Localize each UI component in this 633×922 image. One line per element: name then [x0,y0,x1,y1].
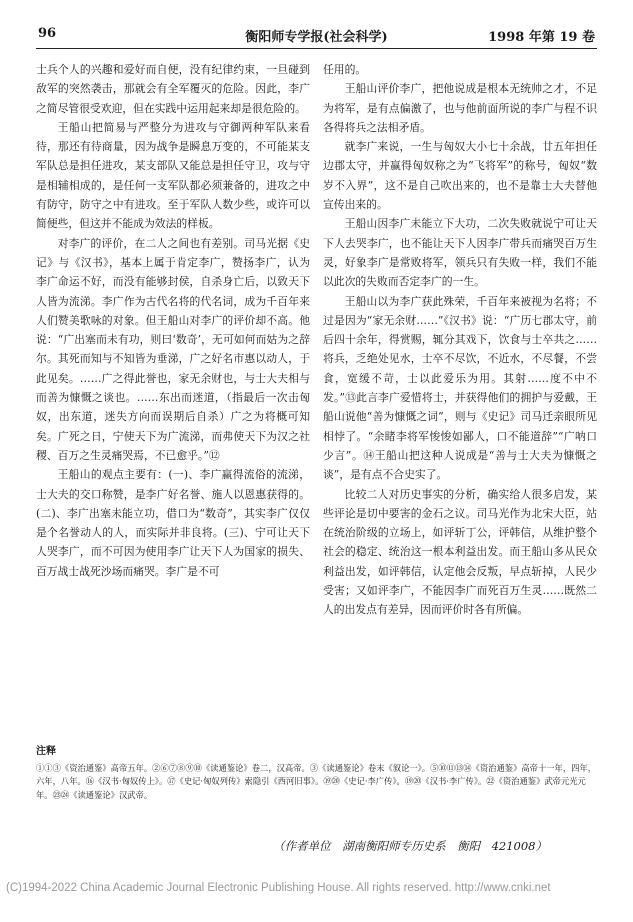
paragraph: 士兵个人的兴趣和爱好而自便，没有纪律约束，一旦碰到敌军的突然袭击，那就会有全军覆灭的危险。因此，李广之简尽管很受欢迎，但在实践中运用起来却是很危险的。 [36,63,310,115]
journal-title: 衡阳师专学报(社会科学) [245,30,388,45]
notes-section [36,745,597,802]
right-column [323,60,597,620]
left-column [36,60,310,581]
paragraph: 王船山把简易与严整分为进攻与守御两种军队来看待，那还有待商量，因为战争是瞬息万变的，不可能某支军队总是担任进攻，某支部队又能总是担任守卫，攻与守是相辅相成的，是任何一支军队都必须兼备的，进攻之中有防守，防守之中有进攻。至于军队人数少些，或许可以简便些，但这并不能成为效法的样板。 [36,120,310,231]
page-number: 96 [38,26,57,41]
issue-info: 1998 年第 19 卷 [488,30,595,45]
notes-body: ①①③《资治通鉴》高帝五年。②⑥⑦⑧⑨⑩《读通鉴论》卷二，汉高帝。③《读通鉴论》卷末《叙论一》。⑤⑩⑪⑬⑭《资治通鉴》高帝十一年，四年，六年，八年。⑯《汉书·匈奴传上》。⑰《史记·匈奴列传》索隐引《西河旧事》。⑲⑳《史记·李广传》。⑲⑳《汉书·李广传》。㉒《资治通鉴》武帝元光元年。㉓㉔《读通鉴论》汉武帝。 [36,762,597,800]
paragraph: 王船山的观点主要有：(一)、李广赢得流俗的流涕，士大夫的交口称赞，是李广好名誉、施人以恩惠获得的。(二)、李广出塞未能立功，借口为“数奇”，其实李广仅仅是个名誉动人的人，而实际并非良将。(三)、宁可让天下人哭李广，而不可因为使用李广让天下人为国家的损失、百万战士战死沙场而痛哭。李广是不可 [36,468,310,578]
paragraph: 王船山因李广未能立下大功，二次失败就说宁可让天下人去哭李广，也不能让天下人因李广带兵而痛哭百万生灵，好象李广是常败将军，领兵只有失败一样，我们不能以此次的失败而否定李广的一生。 [323,217,597,289]
notes-title: 注释 [36,746,56,757]
paragraph: 王船山评价李广，把他说成是根本无统帅之才，不足为将军，是有点偏激了，也与他前面所说的李广与程不识各得将兵之法相矛盾。 [323,82,597,134]
paragraph: 任用的。 [323,63,367,76]
copyright-footer: (C)1994-2022 China Academic Journal Electronic Publishing House. All rights reserved. http://www.cnki.net [6,882,551,894]
paragraph: 比较二人对历史事实的分析，确实给人很多启发，某些评论是切中要害的金石之议。司马光作为北宋大臣，站在统治阶级的立场上，如评斩丁公，评韩信，从维护整个社会的稳定、统治这一根本利益出发。而王船山多从民众利益出发，如评韩信，认定他会反叛，早点斩掉，人民少受害；又如评李广，不能因李广而死百万生灵……既然二人的出发点有差异，因而评价时各有所偏。 [323,487,597,617]
author-affiliation: （作者单位 湖南衡阳师专历史系 衡阳 421008） [273,839,547,853]
page-header [36,22,597,49]
paragraph: 对李广的评价，在二人之间也有差别。司马光据《史记》与《汉书》，基本上属于肯定李广，赞扬李广，认为李广命运不好，而没有能够封侯，自杀身亡后，以致天下人皆为流涕。李广作为古代名将的代名词，成为千百年来人们赞美歌咏的对象。但王船山对李广的评价却不高。他说：“广出塞而未有功，则曰‘数奇’，无可如何而姑为之辞尔。其死而知与不知皆为垂涕，广之好名市惠以动人，于此见矣。……广之得此誉也，家无余财也，与士大夫相与而善为慷慨之谈也。……东出而迷道，（指最后一次击匈奴，出东道，迷失方向而误期后自杀）广之为将概可知矣。广死之日，宁使天下为广流涕，而弗使天下为汉之社稷、百万之生灵痛哭焉，不已愈乎。”⑫ [36,236,310,462]
paragraph: 王船山以为李广获此殊荣，千百年来被视为名将；不过是因为“家无余财……”《汉书》说：“广历七郡太守，前后四十余年，得赏赐，辄分其戏下，饮食与士卒共之……将兵，乏绝处见水，士卒不尽饮，不近水，不尽餐，不尝食，宽缓不苛，士以此爱乐为用。其射……度不中不发。”⑬此言李广爱惜将士，并获得他们的拥护与爱戴，王船山说他“善为慷慨之词”，则与《史记》司马迁亲眼所见相悖了。“余睹李将军悛悛如鄙人，口不能道辞”“广呐口少言”。⑭王船山把这种人说成是“善与士大夫为慷慨之谈”，是有点不合史实了。 [323,294,597,482]
paragraph: 就李广来说，一生与匈奴大小七十余战，廿五年担任边郡太守，并赢得匈奴称之为“飞将军”的称号，匈奴“数岁不入界”，这不是自己吹出来的，也不是靠士大夫替他宣传出来的。 [323,140,597,212]
